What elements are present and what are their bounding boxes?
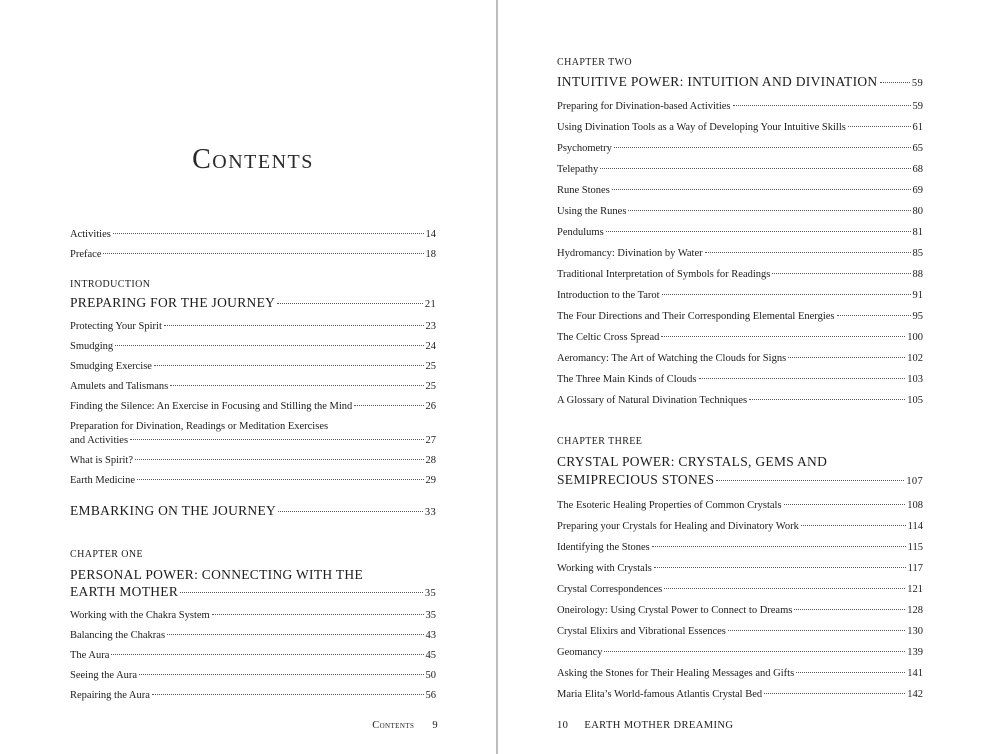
- toc-entry-title: Smudging: [70, 341, 114, 352]
- toc-entry[interactable]: [557, 688, 923, 702]
- leader-dots: [733, 105, 911, 106]
- leader-dots: [788, 357, 905, 358]
- leader-dots: [728, 630, 905, 631]
- toc-entry-title-line2: and Activities: [70, 435, 129, 446]
- toc-entry-page: 128: [907, 605, 923, 616]
- toc-entry-page: 61: [912, 122, 923, 133]
- toc-entry-title: The Three Main Kinds of Clouds: [557, 374, 697, 385]
- leader-dots: [784, 504, 906, 505]
- leader-dots: [278, 511, 423, 512]
- toc-entry[interactable]: [557, 268, 923, 282]
- toc-entry[interactable]: [70, 474, 436, 488]
- toc-entry[interactable]: [557, 247, 923, 261]
- toc-entry-title: Telepathy: [557, 164, 599, 175]
- toc-entry[interactable]: [70, 669, 436, 683]
- toc-entry-title-line1: Preparation for Divination, Readings or Meditation Exercises: [70, 421, 329, 432]
- toc-entry[interactable]: [70, 400, 436, 414]
- toc-entry-page: 23: [425, 321, 436, 332]
- toc-entry-title: Activities: [70, 229, 111, 240]
- leader-dots: [130, 439, 423, 440]
- chapter-heading-line2: SEMIPRECIOUS STONES: [557, 472, 715, 487]
- page-footer: [557, 720, 733, 731]
- toc-entry[interactable]: [70, 649, 436, 663]
- toc-entry[interactable]: [70, 689, 436, 703]
- toc-entry-page: 80: [912, 206, 923, 217]
- chapter-heading[interactable]: [557, 471, 923, 490]
- leader-dots: [111, 654, 423, 655]
- toc-entry[interactable]: [70, 380, 436, 394]
- toc-entry-page: 142: [907, 689, 923, 700]
- toc-entry-page: 108: [907, 500, 923, 511]
- toc-entry-title: Working with the Chakra System: [70, 610, 210, 621]
- toc-entry[interactable]: [557, 625, 923, 639]
- leader-dots: [103, 253, 423, 254]
- chapter-heading-line1: CRYSTAL POWER: CRYSTALS, GEMS AND: [557, 454, 828, 469]
- toc-entry[interactable]: [557, 163, 923, 177]
- toc-entry-title: Crystal Correspondences: [557, 584, 663, 595]
- toc-entry-title: The Aura: [70, 650, 110, 661]
- toc-entry-page: 105: [907, 395, 923, 406]
- leader-dots: [212, 614, 424, 615]
- toc-entry-title: Repairing the Aura: [70, 690, 150, 701]
- toc-entry-page: 115: [907, 542, 923, 553]
- toc-entry[interactable]: [557, 520, 923, 534]
- section-heading[interactable]: [70, 502, 436, 521]
- leader-dots: [139, 674, 423, 675]
- toc-entry-title: Earth Medicine: [70, 475, 136, 486]
- leader-dots: [654, 567, 906, 568]
- toc-entry-title: Identifying the Stones: [557, 542, 650, 553]
- toc-entry[interactable]: [70, 360, 436, 374]
- toc-entry[interactable]: [557, 310, 923, 324]
- toc-entry-title: A Glossary of Natural Divination Techniques: [557, 395, 748, 406]
- leader-dots: [705, 252, 911, 253]
- leader-dots: [652, 546, 906, 547]
- toc-entry-page: 56: [425, 690, 436, 701]
- leader-dots: [152, 694, 424, 695]
- toc-entry[interactable]: [557, 121, 923, 135]
- toc-entry-page: 26: [425, 401, 436, 412]
- toc-entry-title: Using the Runes: [557, 206, 627, 217]
- toc-entry[interactable]: [70, 434, 436, 448]
- leader-dots: [848, 126, 911, 127]
- chapter-heading[interactable]: [557, 73, 923, 92]
- toc-entry[interactable]: [557, 562, 923, 576]
- section-heading-page: 21: [424, 299, 436, 310]
- toc-entry-page: 121: [907, 584, 923, 595]
- leader-dots: [801, 525, 906, 526]
- contents-title: Contents: [192, 144, 314, 175]
- chapter-label: CHAPTER TWO: [557, 57, 633, 68]
- toc-entry-title: Traditional Interpretation of Symbols for Readings: [557, 269, 771, 280]
- section-heading-title: PREPARING FOR THE JOURNEY: [70, 295, 276, 310]
- footer-page-number: 10: [557, 720, 569, 731]
- chapter-heading[interactable]: [70, 583, 436, 602]
- toc-entry-title: Balancing the Chakras: [70, 630, 166, 641]
- toc-entry-title: Psychometry: [557, 143, 612, 154]
- toc-entry-title: Rune Stones: [557, 185, 610, 196]
- toc-entry[interactable]: [70, 320, 436, 334]
- toc-entry-page: 45: [425, 650, 436, 661]
- leader-dots: [749, 399, 905, 400]
- section-label: INTRODUCTION: [70, 279, 151, 290]
- toc-entry[interactable]: [557, 142, 923, 156]
- toc-entry[interactable]: [70, 228, 436, 242]
- leader-dots: [880, 82, 910, 83]
- toc-entry-title: Protecting Your Spirit: [70, 321, 162, 332]
- toc-entry-page: 28: [425, 455, 436, 466]
- toc-entry-title: Preparing for Divination-based Activities: [557, 101, 731, 112]
- footer-running-title: EARTH MOTHER DREAMING: [584, 720, 734, 731]
- toc-entry-title: The Celtic Cross Spread: [557, 332, 660, 343]
- toc-entry-page: 103: [907, 374, 923, 385]
- toc-entry-page: 102: [907, 353, 923, 364]
- toc-entry-page: 130: [907, 626, 923, 637]
- toc-entry-title: Seeing the Aura: [70, 670, 138, 681]
- leader-dots: [699, 378, 906, 379]
- leader-dots: [796, 672, 905, 673]
- toc-entry-page: 50: [425, 670, 436, 681]
- toc-entry[interactable]: [557, 583, 923, 597]
- toc-entry-title: The Four Directions and Their Corresponding Elemental Energies: [557, 311, 835, 322]
- leader-dots: [772, 273, 910, 274]
- leader-dots: [170, 385, 423, 386]
- toc-entry-page: 81: [912, 227, 923, 238]
- toc-entry-title: Oneirology: Using Crystal Power to Connect to Dreams: [557, 605, 793, 616]
- toc-entry-title: Hydromancy: Divination by Water: [557, 248, 703, 259]
- toc-entry-page: 65: [912, 143, 923, 154]
- leader-dots: [716, 480, 904, 481]
- section-heading-page: 33: [424, 507, 436, 518]
- chapter-heading-page: 35: [424, 588, 436, 599]
- leader-dots: [180, 592, 423, 593]
- toc-entry-page: 25: [425, 361, 436, 372]
- toc-entry-title: Working with Crystals: [557, 563, 652, 574]
- toc-entry-page: 25: [425, 381, 436, 392]
- toc-entry-title: Using Divination Tools as a Way of Developing Your Intuitive Skills: [557, 122, 846, 133]
- leader-dots: [764, 693, 905, 694]
- toc-entry-page: 85: [912, 248, 923, 259]
- leader-dots: [628, 210, 910, 211]
- toc-entry[interactable]: [557, 373, 923, 387]
- toc-entry[interactable]: [70, 340, 436, 354]
- chapter-label: CHAPTER ONE: [70, 549, 144, 560]
- toc-entry[interactable]: [557, 541, 923, 555]
- toc-entry-page: 139: [907, 647, 923, 658]
- leader-dots: [794, 609, 905, 610]
- toc-entry[interactable]: [557, 394, 923, 408]
- toc-entry-page: 117: [907, 563, 923, 574]
- toc-entry[interactable]: [557, 226, 923, 240]
- leader-dots: [606, 231, 911, 232]
- leader-dots: [135, 459, 424, 460]
- chapter-label: CHAPTER THREE: [557, 436, 643, 447]
- leader-dots: [164, 325, 424, 326]
- right-page: [498, 0, 989, 754]
- toc-entry-page: 59: [912, 101, 923, 112]
- toc-entry-title: Geomancy: [557, 647, 603, 658]
- leader-dots: [837, 315, 911, 316]
- leader-dots: [612, 189, 911, 190]
- toc-entry[interactable]: [557, 331, 923, 345]
- section-heading[interactable]: [70, 294, 436, 313]
- leader-dots: [167, 634, 423, 635]
- toc-entry-title: Asking the Stones for Their Healing Messages and Gifts: [557, 668, 795, 679]
- chapter-heading-page: 59: [911, 78, 923, 89]
- toc-entry-title: Pendulums: [557, 227, 604, 238]
- toc-entry-page: 91: [912, 290, 923, 301]
- toc-entry-page: 24: [425, 341, 436, 352]
- toc-entry-page: 43: [425, 630, 436, 641]
- chapter-heading-line2: EARTH MOTHER: [70, 584, 179, 599]
- leader-dots: [154, 365, 424, 366]
- toc-entry-page: 69: [912, 185, 923, 196]
- toc-entry[interactable]: [70, 248, 436, 262]
- toc-entry-page: 27: [425, 435, 436, 446]
- toc-entry[interactable]: [557, 352, 923, 366]
- page-footer: [372, 720, 438, 731]
- toc-entry-title: What is Spirit?: [70, 455, 133, 466]
- toc-entry-page: 14: [425, 229, 436, 240]
- toc-entry-title: Preparing your Crystals for Healing and Divinatory Work: [557, 521, 799, 532]
- leader-dots: [662, 294, 911, 295]
- footer-running-title: Contents: [372, 720, 415, 731]
- toc-entry-page: 95: [912, 311, 923, 322]
- toc-entry[interactable]: [557, 604, 923, 618]
- toc-entry-page: 35: [425, 610, 436, 621]
- toc-entry-title: Crystal Elixirs and Vibrational Essences: [557, 626, 726, 637]
- toc-entry-page: 29: [425, 475, 436, 486]
- leader-dots: [600, 168, 910, 169]
- section-heading-title: EMBARKING ON THE JOURNEY: [70, 503, 277, 518]
- toc-entry-title: Amulets and Talismans: [70, 381, 169, 392]
- toc-entry[interactable]: [70, 454, 436, 468]
- chapter-heading-page: 107: [906, 476, 923, 487]
- leader-dots: [614, 147, 911, 148]
- toc-entry-page: 88: [912, 269, 923, 280]
- toc-entry-title: Introduction to the Tarot: [557, 290, 660, 301]
- footer-page-number: 9: [432, 720, 438, 731]
- leader-dots: [115, 345, 423, 346]
- toc-entry-page: 114: [907, 521, 923, 532]
- toc-entry[interactable]: [557, 184, 923, 198]
- toc-entry[interactable]: [70, 629, 436, 643]
- toc-entry[interactable]: [70, 609, 436, 623]
- chapter-heading-title: INTUITIVE POWER: INTUITION AND DIVINATION: [557, 74, 878, 89]
- toc-entry[interactable]: [557, 646, 923, 660]
- toc-entry-page: 18: [425, 249, 436, 260]
- toc-entry-title: Aeromancy: The Art of Watching the Clouds for Signs: [557, 353, 787, 364]
- toc-entry-page: 141: [907, 668, 923, 679]
- leader-dots: [354, 405, 423, 406]
- toc-entry-title: Finding the Silence: An Exercise in Focusing and Stilling the Mind: [70, 401, 353, 412]
- leader-dots: [661, 336, 905, 337]
- toc-entry-title: Smudging Exercise: [70, 361, 152, 372]
- toc-entry[interactable]: [557, 100, 923, 114]
- toc-entry[interactable]: [557, 667, 923, 681]
- toc-entry-page: 100: [907, 332, 923, 343]
- leader-dots: [277, 303, 423, 304]
- chapter-heading-line1: PERSONAL POWER: CONNECTING WITH THE: [70, 567, 363, 582]
- leader-dots: [604, 651, 905, 652]
- toc-entry[interactable]: [557, 205, 923, 219]
- toc-entry-title: Maria Elita’s World-famous Atlantis Crystal Bed: [557, 689, 763, 700]
- toc-entry[interactable]: [557, 289, 923, 303]
- toc-entry-title: Preface: [70, 249, 102, 260]
- toc-entry-page: 68: [912, 164, 923, 175]
- leader-dots: [113, 233, 424, 234]
- toc-entry-title: The Esoteric Healing Properties of Common Crystals: [557, 500, 782, 511]
- leader-dots: [137, 479, 423, 480]
- toc-entry[interactable]: [557, 499, 923, 513]
- leader-dots: [664, 588, 905, 589]
